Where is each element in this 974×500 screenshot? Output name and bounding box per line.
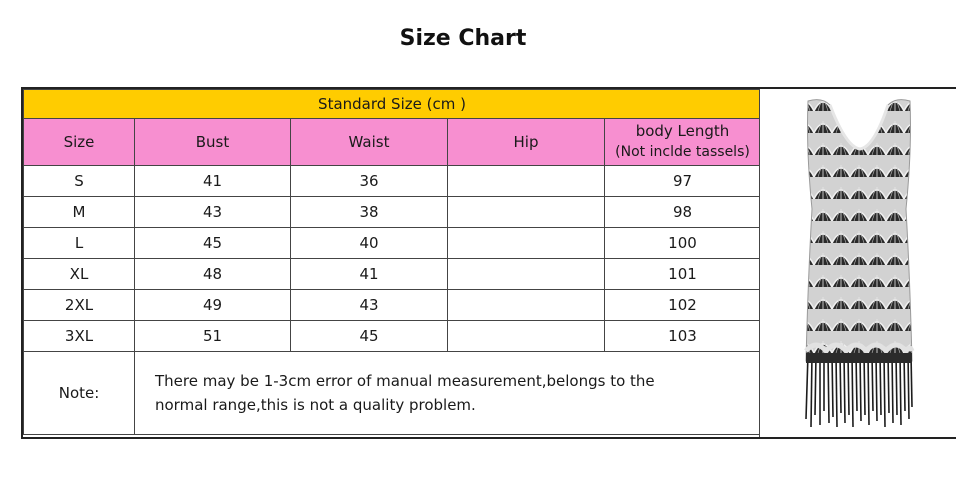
- size-chart-title: Size Chart: [399, 26, 527, 51]
- size-table: [23, 89, 761, 435]
- size-chart-box: [21, 87, 956, 439]
- column-header-hip: Hip: [448, 119, 605, 166]
- length-cell: 100: [605, 228, 761, 259]
- dress-illustration: [760, 89, 957, 437]
- hip-cell: [448, 259, 605, 290]
- length-cell: 101: [605, 259, 761, 290]
- table-row: [24, 290, 761, 321]
- body-length-label: body Length: [635, 122, 730, 140]
- size-cell: XL: [24, 259, 135, 290]
- table-row: [24, 197, 761, 228]
- size-cell: L: [24, 228, 135, 259]
- waist-cell: 43: [291, 290, 448, 321]
- hip-cell: [448, 228, 605, 259]
- length-cell: 97: [605, 166, 761, 197]
- table-row: [24, 259, 761, 290]
- dress-fringe: [806, 354, 912, 427]
- hip-cell: [448, 197, 605, 228]
- hip-cell: [448, 321, 605, 352]
- waist-cell: 36: [291, 166, 448, 197]
- note-text: [135, 352, 761, 435]
- size-cell: 2XL: [24, 290, 135, 321]
- hip-cell: [448, 166, 605, 197]
- table-row: [24, 166, 761, 197]
- dress-photo: [759, 89, 957, 437]
- column-header-body-length: [605, 119, 761, 166]
- note-row: [24, 352, 761, 435]
- bust-cell: 51: [135, 321, 291, 352]
- table-row: [24, 228, 761, 259]
- size-cell: M: [24, 197, 135, 228]
- bust-cell: 43: [135, 197, 291, 228]
- waist-cell: 45: [291, 321, 448, 352]
- size-cell: S: [24, 166, 135, 197]
- column-header-size: Size: [24, 119, 135, 166]
- column-header-row: [24, 119, 761, 166]
- waist-cell: 40: [291, 228, 448, 259]
- waist-cell: 38: [291, 197, 448, 228]
- note-line-1: There may be 1-3cm error of manual measurement,belongs to the: [155, 372, 655, 390]
- length-cell: 103: [605, 321, 761, 352]
- note-line-2: normal range,this is not a quality problem.: [155, 396, 476, 414]
- bust-cell: 41: [135, 166, 291, 197]
- column-header-waist: Waist: [291, 119, 448, 166]
- body-length-note: (Not inclde tassels): [615, 144, 750, 160]
- waist-cell: 41: [291, 259, 448, 290]
- dress-body: [800, 94, 920, 366]
- table-row: [24, 321, 761, 352]
- length-cell: 102: [605, 290, 761, 321]
- size-cell: 3XL: [24, 321, 135, 352]
- bust-cell: 48: [135, 259, 291, 290]
- column-header-bust: Bust: [135, 119, 291, 166]
- standard-size-row: [24, 90, 761, 119]
- bust-cell: 45: [135, 228, 291, 259]
- hip-cell: [448, 290, 605, 321]
- bust-cell: 49: [135, 290, 291, 321]
- standard-size-header: Standard Size (cm ): [24, 90, 761, 119]
- dress-fringe-band: [806, 353, 912, 363]
- length-cell: 98: [605, 197, 761, 228]
- note-label: Note:: [24, 352, 135, 435]
